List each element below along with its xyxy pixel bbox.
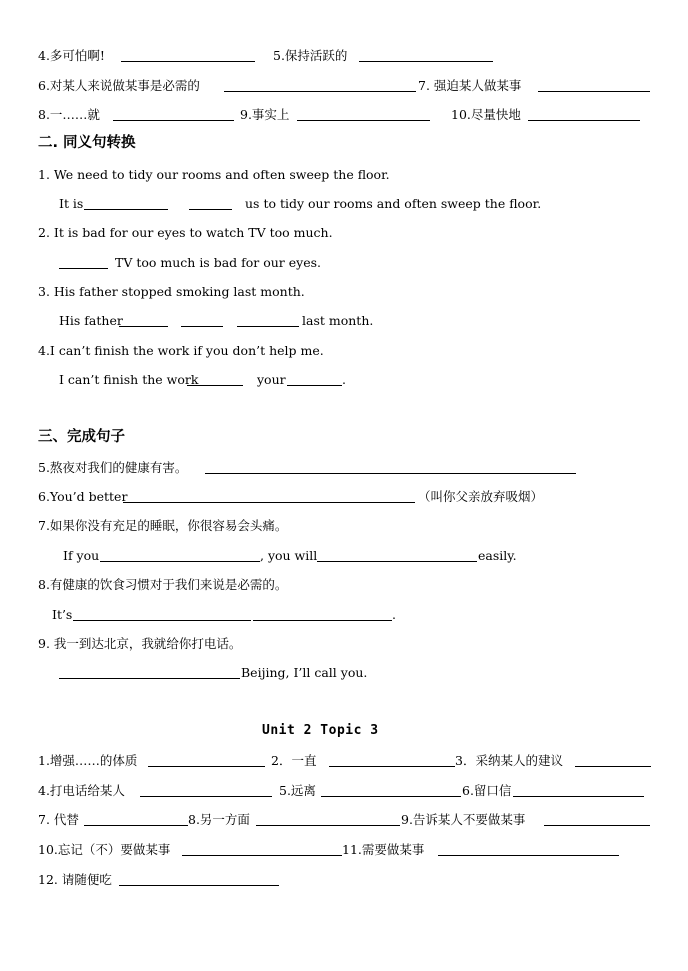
answer-middle: , you will <box>260 548 318 563</box>
vocab-item-12: 12. 请随便吃 <box>38 872 112 887</box>
vocab-item-7: 7. 强迫某人做某事 <box>418 78 522 93</box>
question-text: 4.I can’t finish the work if you don’t help me. <box>38 343 324 358</box>
vocab-item-4: 4.打电话给某人 <box>38 783 125 798</box>
answer-blank[interactable] <box>297 107 430 121</box>
answer-blank[interactable] <box>119 313 168 327</box>
answer-blank[interactable] <box>205 460 576 474</box>
answer-blank[interactable] <box>100 548 260 562</box>
answer-suffix: TV too much is bad for our eyes. <box>115 255 321 270</box>
question-text: 2. It is bad for our eyes to watch TV too much. <box>38 225 333 240</box>
answer-prefix: I can’t finish the work <box>59 372 199 387</box>
vocab-item-8: 8.一……就 <box>38 107 100 122</box>
answer-prefix: It is <box>59 196 84 211</box>
vocab-item-7: 7. 代替 <box>38 812 79 827</box>
question-text: 1. We need to tidy our rooms and often sweep the floor. <box>38 167 390 182</box>
section-2-heading-text: 二. 同义句转换 <box>38 135 136 151</box>
answer-blank[interactable] <box>359 48 493 62</box>
answer-prefix: If you <box>63 548 100 563</box>
answer-blank[interactable] <box>321 783 461 797</box>
vocab-item-5: 5.远离 <box>279 783 316 798</box>
answer-suffix: us to tidy our rooms and often sweep the floor. <box>245 196 542 211</box>
answer-blank[interactable] <box>317 548 477 562</box>
question-text: 3. His father stopped smoking last month. <box>38 284 305 299</box>
answer-blank[interactable] <box>544 812 650 826</box>
answer-blank[interactable] <box>438 842 619 856</box>
answer-suffix: Beijing, I’ll call you. <box>241 665 368 680</box>
answer-blank[interactable] <box>59 665 240 679</box>
answer-prefix: It’s <box>52 607 73 622</box>
answer-blank[interactable] <box>59 255 108 269</box>
answer-blank[interactable] <box>256 812 400 826</box>
answer-middle: your <box>257 372 286 387</box>
vocab-item-6: 6.留口信 <box>462 783 512 798</box>
answer-suffix: last month. <box>302 313 374 328</box>
vocab-item-9: 9.告诉某人不要做某事 <box>401 812 526 827</box>
answer-blank[interactable] <box>73 607 251 621</box>
vocab-item-10: 10.尽量快地 <box>451 107 521 122</box>
answer-blank[interactable] <box>287 372 342 386</box>
sentence-prefix: 6.You’d better <box>38 489 128 504</box>
section-3-heading-text: 三、完成句子 <box>38 429 125 445</box>
vocab-item-3: 3．采纳某人的建议 <box>455 753 563 768</box>
vocab-item-5: 5.保持活跃的 <box>273 48 348 63</box>
vocab-item-8: 8.另一方面 <box>188 812 250 827</box>
answer-blank[interactable] <box>121 48 255 62</box>
sentence-prompt: 8.有健康的饮食习惯对于我们来说是必需的。 <box>38 577 288 592</box>
answer-blank[interactable] <box>253 607 392 621</box>
unit-title-text: Unit 2 Topic 3 <box>262 723 379 738</box>
answer-blank[interactable] <box>237 313 299 327</box>
answer-blank[interactable] <box>224 78 416 92</box>
vocab-item-11: 11.需要做某事 <box>342 842 425 857</box>
answer-blank[interactable] <box>528 107 640 121</box>
vocab-item-6: 6.对某人来说做某事是必需的 <box>38 78 200 93</box>
answer-blank[interactable] <box>113 107 234 121</box>
answer-blank[interactable] <box>513 783 644 797</box>
answer-blank[interactable] <box>329 753 455 767</box>
vocab-item-2: 2．一直 <box>271 753 317 768</box>
vocab-item-1: 1.增强……的体质 <box>38 753 138 768</box>
sentence-hint: （叫你父亲放弃吸烟） <box>418 489 544 504</box>
answer-blank[interactable] <box>84 812 188 826</box>
vocab-item-10: 10.忘记（不）要做某事 <box>38 842 171 857</box>
answer-blank[interactable] <box>182 842 342 856</box>
answer-blank[interactable] <box>148 753 265 767</box>
answer-suffix: . <box>392 607 396 622</box>
sentence-prompt: 7.如果你没有充足的睡眠，你很容易会头痛。 <box>38 518 288 533</box>
answer-prefix: His father <box>59 313 123 328</box>
answer-suffix: . <box>342 372 346 387</box>
answer-blank[interactable] <box>140 783 272 797</box>
answer-blank[interactable] <box>123 489 415 503</box>
vocab-item-9: 9.事实上 <box>240 107 290 122</box>
answer-blank[interactable] <box>119 872 279 886</box>
answer-suffix: easily. <box>478 548 517 563</box>
sentence-prompt: 5.熬夜对我们的健康有害。 <box>38 460 188 475</box>
answer-blank[interactable] <box>181 313 223 327</box>
answer-blank[interactable] <box>575 753 651 767</box>
answer-blank[interactable] <box>189 196 232 210</box>
sentence-prompt: 9. 我一到达北京，我就给你打电话。 <box>38 636 242 651</box>
answer-blank[interactable] <box>538 78 650 92</box>
vocab-item-4: 4.多可怕啊! <box>38 48 105 63</box>
answer-blank[interactable] <box>84 196 168 210</box>
answer-blank[interactable] <box>187 372 243 386</box>
